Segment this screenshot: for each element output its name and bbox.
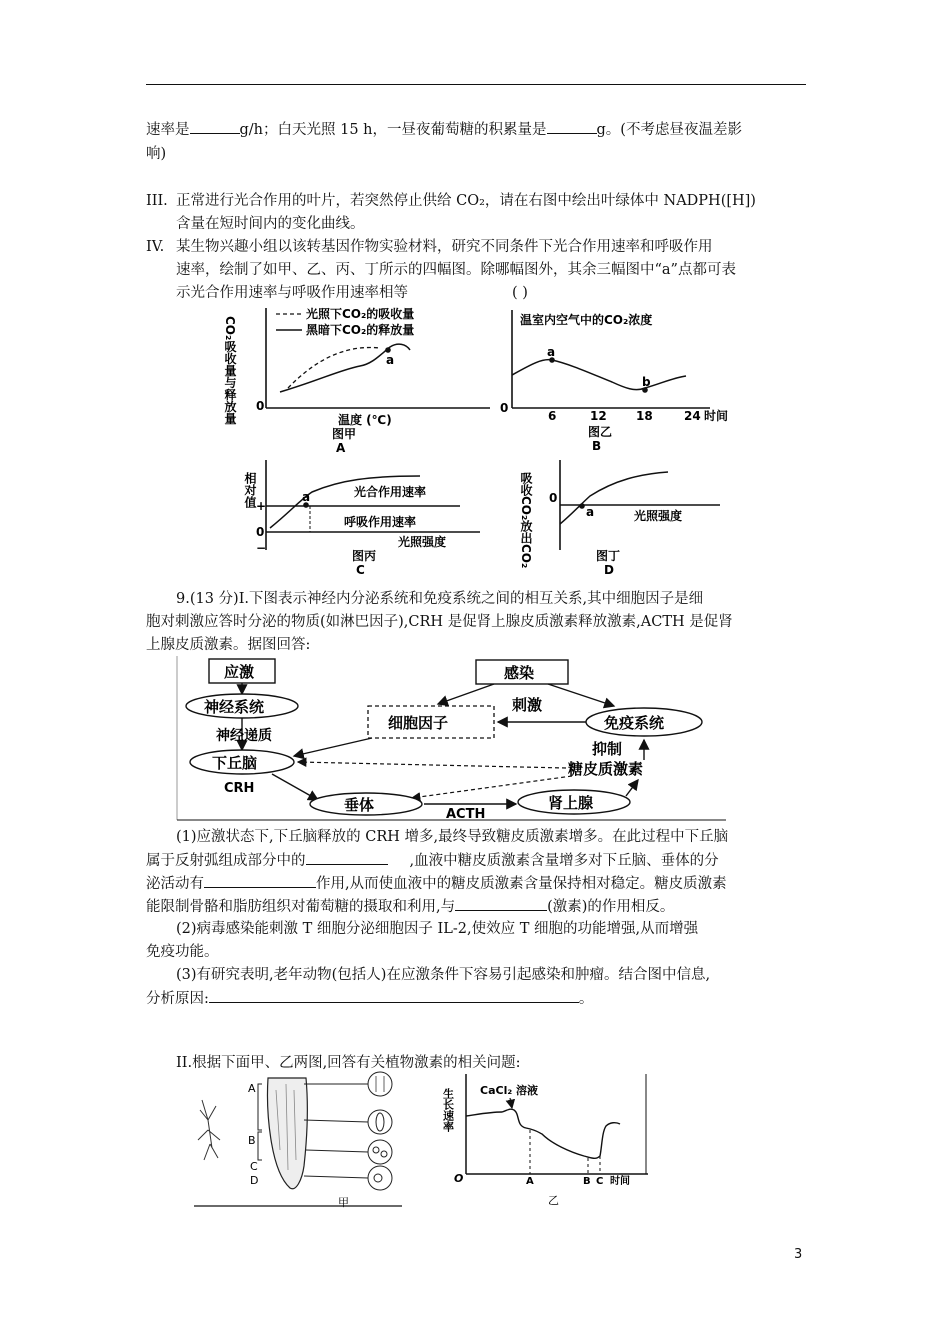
figure-a-zero: 0 [256, 399, 265, 413]
answer-blank[interactable] [190, 118, 240, 134]
figure-a [223, 306, 490, 455]
label-stimulate: 刺激 [512, 696, 543, 714]
node-adrenal: 肾上腺 [548, 794, 594, 812]
figure-a-xlabel: 温度 (℃) [338, 413, 392, 427]
figure-yi-zero: O [454, 1172, 464, 1185]
figure-c-curve2-label: 呼吸作用速率 [344, 515, 417, 529]
figure-a-letter: A [336, 441, 346, 455]
figure-a-point-label: a [386, 353, 395, 367]
figure-yi-tick-c: C [596, 1176, 604, 1187]
answer-blank[interactable] [455, 895, 547, 911]
figure-a-point [385, 347, 391, 353]
root-region-a: A [248, 1082, 256, 1095]
plant-sketch [198, 1100, 220, 1160]
q8-line2: 响) [146, 146, 167, 162]
q8-iii-line2: 含量在短时间内的变化曲线。 [176, 216, 365, 232]
root-region-d: D [250, 1174, 259, 1187]
figure-b-xlabel: 时间 [704, 409, 729, 423]
q9-1-line1: (1)应激状态下,下丘脑释放的 CRH 增多,最终导致糖皮质激素增多。在此过程中下丘脑 [176, 829, 729, 845]
figure-c-point-label: a [302, 490, 311, 504]
q9-line1: 9.(13 分)Ⅰ.下图表示神经内分泌系统和免疫系统之间的相互关系,其中细胞因子是细 [176, 591, 704, 607]
figure-jia-name: 甲 [338, 1196, 349, 1209]
figure-c-curve1-label: 光合作用速率 [354, 485, 427, 499]
answer-blank[interactable] [209, 987, 579, 1003]
figure-b-co2-curve [512, 360, 686, 390]
figure-b-tick: 6 [548, 409, 557, 423]
arrow-cytokine-hypothalamus [294, 738, 372, 756]
q9-3-line2 [146, 987, 593, 1011]
q9-2-line1: (2)病毒感染能刺激 T 细胞分泌细胞因子 IL-2,使效应 T 细胞的功能增强,从而增强 [176, 921, 699, 937]
figure-yi-ylabel: 生长速率 [441, 1088, 455, 1132]
figure-d-zero: 0 [549, 491, 558, 505]
figure-b-letter: B [592, 439, 602, 453]
figure-b [500, 310, 728, 453]
q8-text-2: g/h；白天光照 15 h，一昼夜葡萄糖的积累量是 [239, 122, 547, 138]
figure-yi-xlabel: 时间 [610, 1176, 630, 1187]
figure-yi-curve [466, 1109, 620, 1158]
page-number: 3 [794, 1247, 803, 1262]
figure-a-dark-curve [280, 344, 410, 392]
figure-c [243, 460, 480, 577]
q8-iv-line1: 某生物兴趣小组以该转基因作物实验材料，研究不同条件下光合作用速率和呼吸作用 [176, 239, 713, 255]
answer-blank[interactable] [547, 118, 597, 134]
figure-a-name: 图甲 [332, 427, 357, 441]
arrow-hypothalamus-pituitary [272, 774, 318, 800]
figure-c-minus: − [256, 541, 267, 555]
label-crh: CRH [224, 781, 255, 796]
q9-1-text: 能限制骨骼和脂肪组织对葡萄糖的摄取和利用,与 [146, 899, 456, 915]
figure-b-point-a-label: a [547, 345, 556, 359]
label-inhibit: 抑制 [592, 740, 623, 758]
figure-b-title: 温室内空气中的CO₂浓度 [520, 313, 653, 327]
root-brackets [258, 1084, 262, 1160]
answer-blank[interactable] [204, 872, 316, 888]
figure-d-letter: D [604, 563, 614, 577]
figure-b-tick: 24 [684, 409, 701, 423]
q8-iv-number: IV. [146, 239, 165, 255]
q9-3-text: 分析原因: [146, 991, 209, 1007]
figure-a-legend2: 黑暗下CO₂的释放量 [306, 323, 415, 337]
q9-3-text: 。 [578, 991, 594, 1007]
figure-d-point-label: a [586, 505, 595, 519]
q9-3-line1: (3)有研究表明,老年动物(包括人)在应激条件下容易引起感染和肿瘤。结合图中信息, [176, 967, 711, 983]
arrow-glucocorticoid-hypothalamus [298, 762, 566, 768]
node-immune: 免疫系统 [604, 714, 665, 732]
figures-jia-yi [190, 1070, 650, 1210]
figure-d-name: 图丁 [596, 549, 621, 563]
q8-line1 [146, 118, 742, 142]
figure-c-xlabel: 光照强度 [398, 535, 447, 549]
figure-yi [442, 1074, 649, 1207]
node-nervous: 神经系统 [204, 698, 265, 716]
q8-text-1: 速率是 [146, 122, 190, 138]
root-region-b: B [248, 1134, 256, 1147]
figure-c-ylabel: 相对值 [243, 472, 257, 508]
arrow-infection-cytokine [438, 684, 494, 704]
figures-abcd [220, 300, 760, 582]
figure-yi-annotation: CaCl₂ 溶液 [480, 1084, 538, 1097]
figure-b-tick: 18 [636, 409, 653, 423]
node-glucocorticoid: 糖皮质激素 [568, 760, 644, 778]
root-region-c: C [250, 1160, 258, 1173]
q8-iii-line1: 正常进行光合作用的叶片，若突然停止供给 CO₂，请在右图中绘出叶绿体中 NADPH([H]) [176, 193, 756, 209]
q8-iv-answer-paren[interactable]: ( ) [512, 285, 528, 301]
q9-1-text: 属于反射弧组成部分中的 [146, 853, 306, 869]
q8-text-3: g。(不考虑昼夜温差影 [596, 122, 742, 138]
neuro-immune-diagram [176, 656, 728, 822]
header-rule [146, 84, 806, 85]
figure-a-ylabel: CO₂吸收量与释放量 [223, 316, 237, 425]
q9-1-text: 作用,从而使血液中的糖皮质激素含量保持相对稳定。糖皮质激素 [316, 876, 727, 892]
q8-iii-number: III. [146, 193, 168, 209]
figure-d [519, 460, 720, 577]
label-neurotransmitter: 神经递质 [216, 728, 272, 744]
cell-diagrams [304, 1072, 392, 1190]
figure-b-ticks [548, 409, 701, 423]
q9-line2: 胞对刺激应答时分泌的物质(如淋巴因子),CRH 是促肾上腺皮质激素释放激素,ACTH 是促肾 [146, 614, 733, 630]
figure-b-name: 图乙 [588, 425, 613, 439]
node-infection: 感染 [504, 664, 535, 682]
figure-a-legend1: 光照下CO₂的吸收量 [306, 307, 415, 321]
label-acth: ACTH [446, 807, 486, 822]
q8-iv-line3: 示光合作用速率与呼吸作用速率相等 [176, 285, 408, 301]
figure-b-point-b-label: b [642, 375, 651, 389]
figure-c-zero: 0 [256, 525, 265, 539]
figure-yi-annotation-arrow [510, 1098, 512, 1108]
figure-c-letter: C [356, 563, 365, 577]
q9-line3: 上腺皮质激素。据图回答: [146, 637, 311, 653]
q9-1-text: ,血液中糖皮质激素含量增多对下丘脑、垂体的分 [409, 853, 719, 869]
q9-1-text: 泌活动有 [146, 876, 204, 892]
figure-a-light-curve [288, 347, 380, 388]
figure-d-ylabel-top: 吸收CO₂ [519, 472, 533, 521]
figure-d-point [579, 503, 585, 509]
q8-iv-line2: 速率，绘制了如甲、乙、丙、丁所示的四幅图。除哪幅图外，其余三幅图中“a”点都可表 [176, 262, 736, 278]
figure-d-xlabel: 光照强度 [634, 509, 683, 523]
q9-2-line2: 免疫功能。 [146, 944, 219, 960]
arrow-infection-immune [548, 684, 614, 706]
q9-1-line2 [146, 849, 719, 873]
arrow-adrenal-glucocorticoid [626, 780, 638, 796]
section-ii-heading: II.根据下面甲、乙两图,回答有关植物激素的相关问题: [176, 1055, 521, 1071]
figure-b-tick: 12 [590, 409, 607, 423]
q9-1-line4 [146, 895, 674, 919]
q9-1-text: (激素)的作用相反。 [547, 899, 675, 915]
figure-yi-tick-b: B [583, 1176, 591, 1187]
answer-blank[interactable] [306, 849, 388, 865]
figure-yi-name: 乙 [548, 1194, 559, 1207]
figure-yi-tick-a: A [526, 1176, 534, 1187]
node-hypothalamus: 下丘脑 [212, 754, 258, 772]
node-pituitary: 垂体 [344, 796, 375, 814]
figure-c-plus: + [256, 499, 267, 513]
figure-d-ylabel-bottom: 放出CO₂ [519, 520, 533, 569]
figure-b-zero: 0 [500, 401, 509, 415]
node-cytokine: 细胞因子 [388, 714, 449, 732]
figure-c-name: 图丙 [352, 549, 377, 563]
q9-1-line3 [146, 872, 727, 896]
node-stress: 应激 [224, 663, 255, 681]
